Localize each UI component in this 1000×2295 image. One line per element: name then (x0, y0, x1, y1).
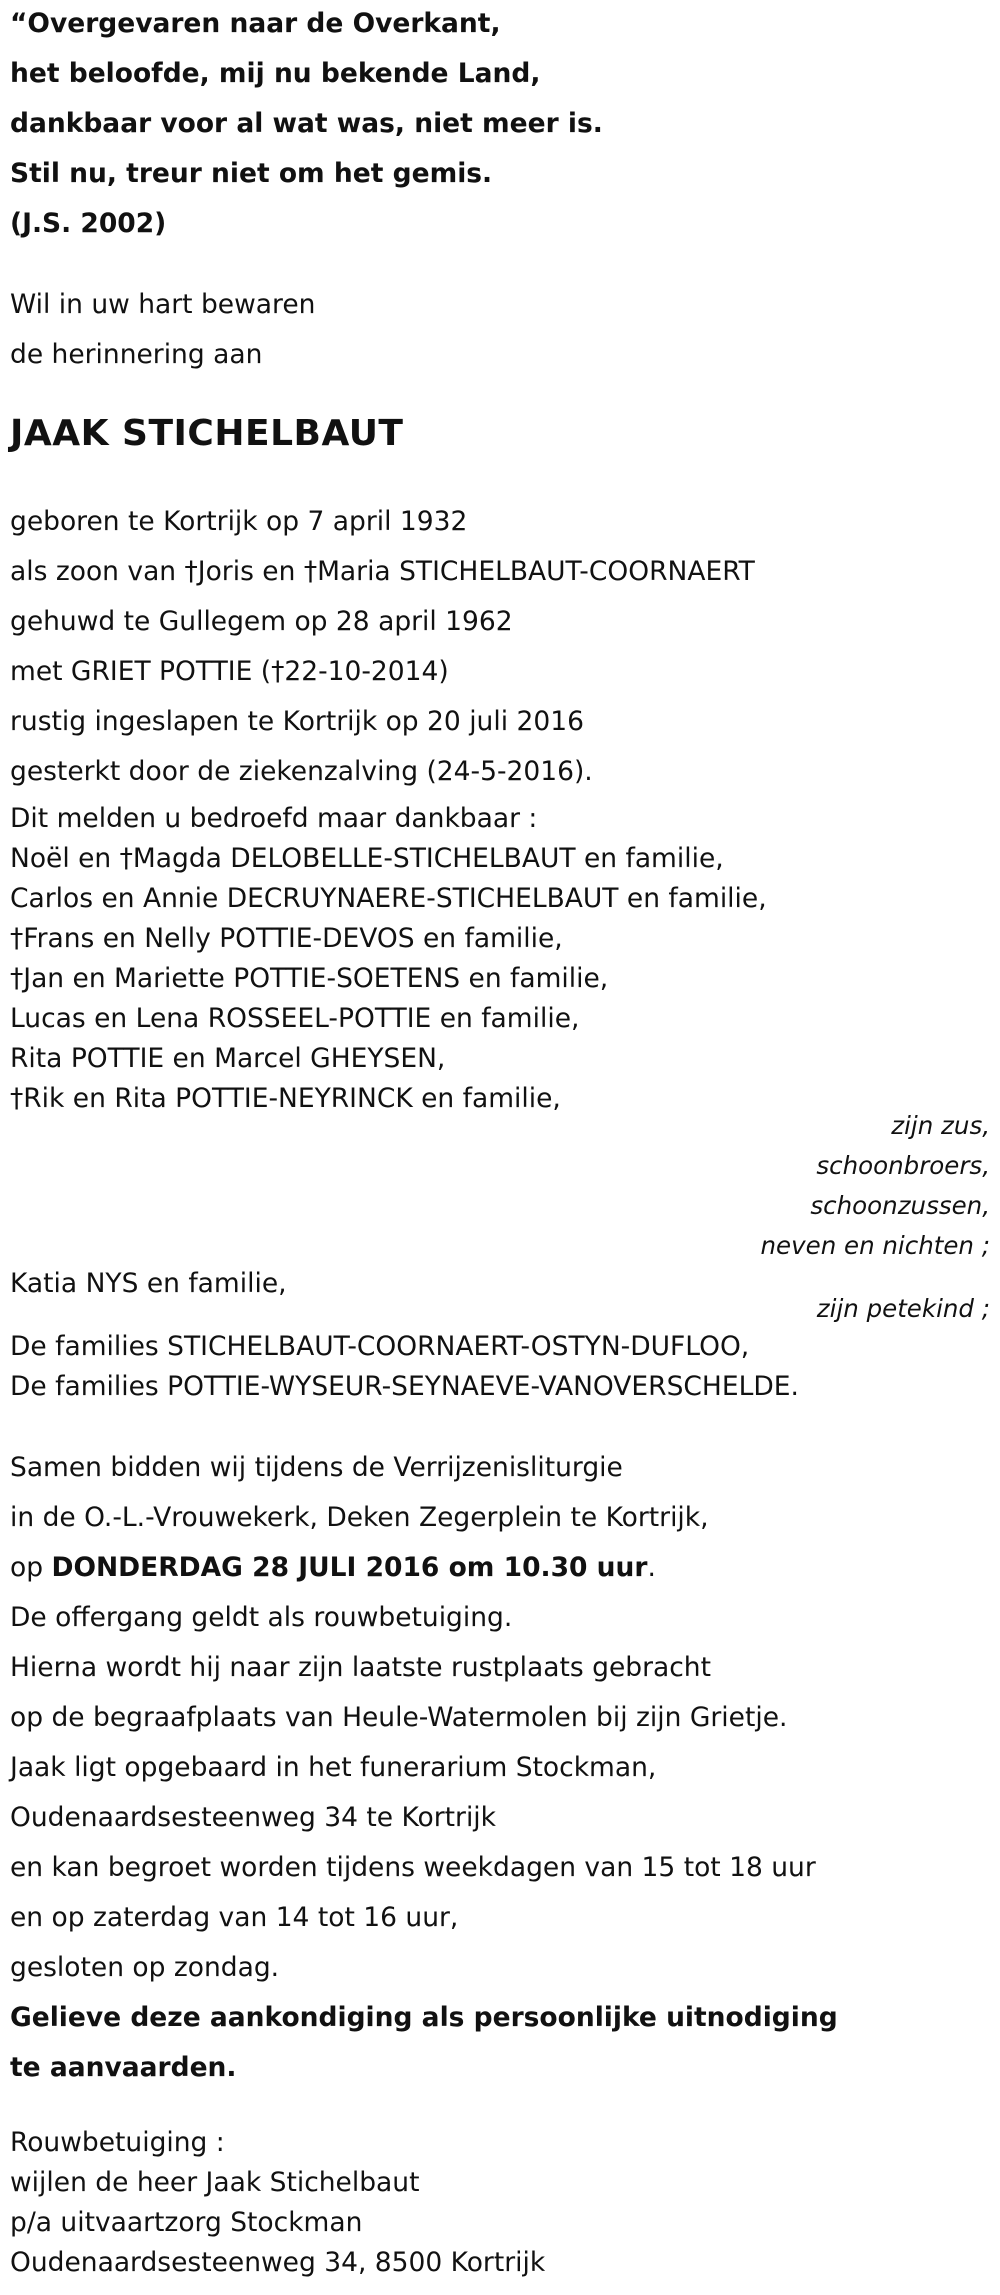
poem-line: Stil nu, treur niet om het gemis. (10, 158, 493, 189)
family-member: Carlos en Annie DECRUYNAERE-STICHELBAUT en familie, (10, 883, 767, 914)
family-relation: schoonzussen, (810, 1191, 990, 1220)
godchild-relation: zijn petekind ; (816, 1294, 990, 1323)
family-member: †Jan en Mariette POTTIE-SOETENS en familie, (10, 963, 609, 994)
family-member: †Rik en Rita POTTIE-NEYRINCK en familie, (10, 1083, 561, 1114)
family-relation: schoonbroers, (816, 1151, 990, 1180)
poem-line: “Overgevaren naar de Overkant, (10, 8, 501, 39)
service-line: in de O.-L.-Vrouwekerk, Deken Zegerplein te Kortrijk, (10, 1502, 709, 1533)
bio-line: gesterkt door de ziekenzalving (24-5-2016). (10, 756, 593, 787)
poem-line: dankbaar voor al wat was, niet meer is. (10, 108, 603, 139)
condolence-line: Rouwbetuiging : (10, 2127, 225, 2158)
service-line: Samen bidden wij tijdens de Verrijzenisliturgie (10, 1452, 623, 1483)
service-line: Jaak ligt opgebaard in het funerarium Stockman, (10, 1752, 657, 1783)
bio-line: met GRIET POTTIE (†22-10-2014) (10, 656, 449, 687)
service-date-line (10, 1552, 656, 1584)
service-line: en op zaterdag van 14 tot 16 uur, (10, 1902, 459, 1933)
deceased-name: JAAK STICHELBAUT (10, 413, 404, 454)
condolence-line: p/a uitvaartzorg Stockman (10, 2207, 363, 2238)
service-date-prefix: op (10, 1552, 52, 1583)
bio-line: geboren te Kortrijk op 7 april 1932 (10, 506, 468, 537)
invitation-line: te aanvaarden. (10, 2052, 237, 2083)
condolence-line: wijlen de heer Jaak Stichelbaut (10, 2167, 420, 2198)
family-member: Noël en †Magda DELOBELLE-STICHELBAUT en familie, (10, 843, 724, 874)
condolence-line: Oudenaardsesteenweg 34, 8500 Kortrijk (10, 2247, 546, 2278)
invitation-line: Gelieve deze aankondiging als persoonlijke uitnodiging (10, 2002, 838, 2033)
service-line: Hierna wordt hij naar zijn laatste rustplaats gebracht (10, 1652, 711, 1683)
service-line: De offergang geldt als rouwbetuiging. (10, 1602, 513, 1633)
service-line: op de begraafplaats van Heule-Watermolen bij zijn Grietje. (10, 1702, 788, 1733)
intro-line: de herinnering aan (10, 339, 263, 370)
family-member: Rita POTTIE en Marcel GHEYSEN, (10, 1043, 446, 1074)
families-line: De families STICHELBAUT-COORNAERT-OSTYN-DUFLOO, (10, 1331, 750, 1362)
family-relation: neven en nichten ; (760, 1231, 990, 1260)
service-date: DONDERDAG 28 JULI 2016 om 10.30 uur (51, 1552, 648, 1583)
poem-line: het beloofde, mij nu bekende Land, (10, 58, 541, 89)
service-line: en kan begroet worden tijdens weekdagen van 15 tot 18 uur (10, 1852, 816, 1883)
godchild: Katia NYS en familie, (10, 1268, 287, 1299)
service-line: gesloten op zondag. (10, 1952, 280, 1983)
family-member: Lucas en Lena ROSSEEL-POTTIE en familie, (10, 1003, 580, 1034)
family-relation: zijn zus, (891, 1111, 990, 1140)
poem-attribution: (J.S. 2002) (10, 208, 167, 239)
intro-line: Wil in uw hart bewaren (10, 289, 316, 320)
bio-line: gehuwd te Gullegem op 28 april 1962 (10, 606, 513, 637)
family-announce: Dit melden u bedroefd maar dankbaar : (10, 803, 538, 834)
bio-line: als zoon van †Joris en †Maria STICHELBAUT-COORNAERT (10, 556, 755, 587)
families-line: De families POTTIE-WYSEUR-SEYNAEVE-VANOVERSCHELDE. (10, 1371, 799, 1402)
bio-line: rustig ingeslapen te Kortrijk op 20 juli 2016 (10, 706, 584, 737)
service-line: Oudenaardsesteenweg 34 te Kortrijk (10, 1802, 497, 1833)
service-date-suffix: . (647, 1552, 656, 1583)
family-member: †Frans en Nelly POTTIE-DEVOS en familie, (10, 923, 563, 954)
